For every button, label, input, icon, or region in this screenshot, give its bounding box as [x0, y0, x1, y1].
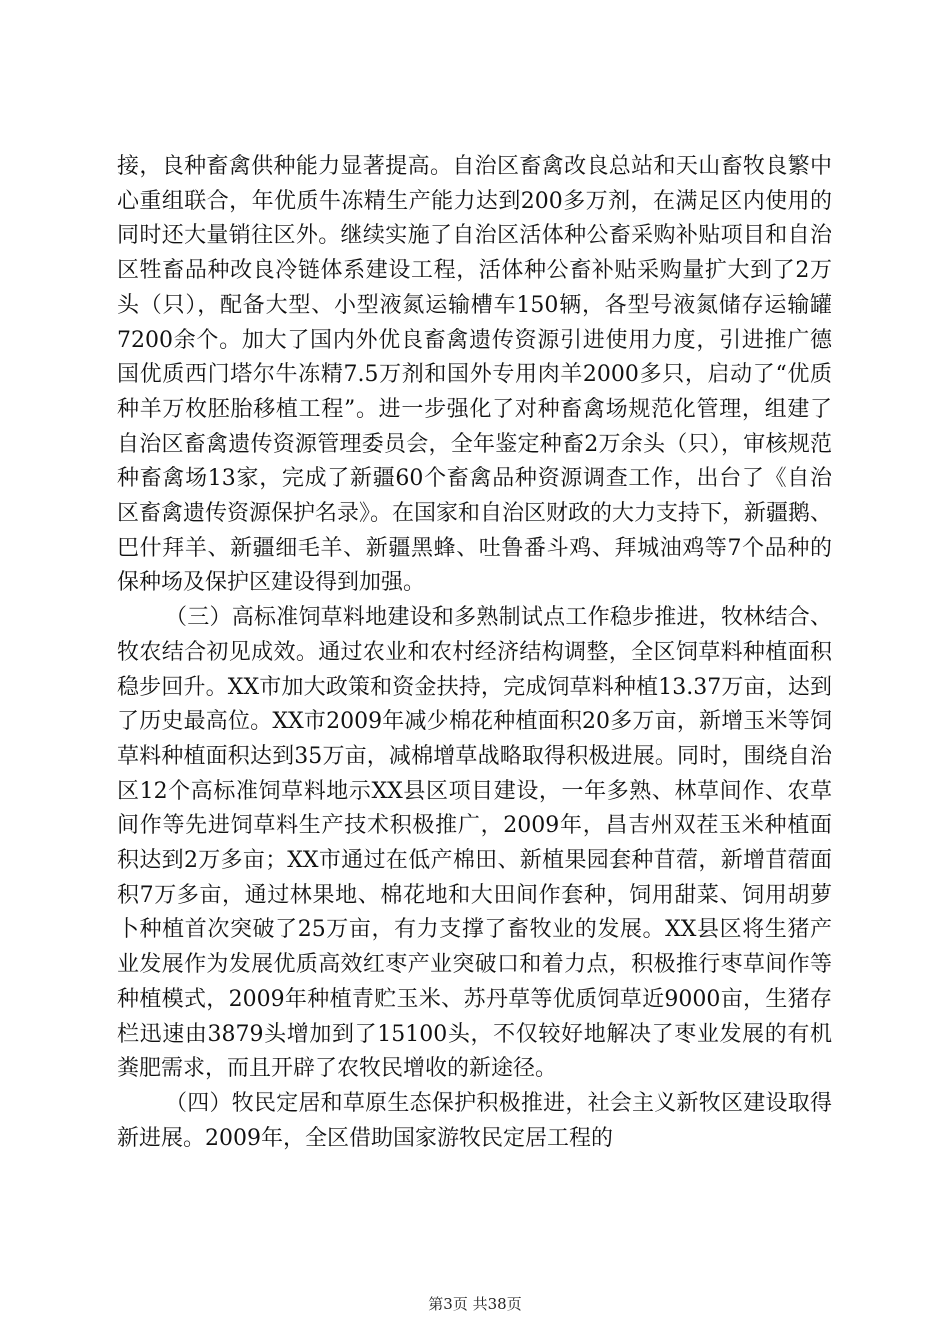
page-footer: 第3页 共38页	[428, 1295, 522, 1313]
paragraph-section-4: （四）牧民定居和草原生态保护积极推进，社会主义新牧区建设取得新进展。2009年，全区借助国家游牧民定居工程的	[117, 1090, 832, 1151]
paragraph-continuation: 接，良种畜禽供种能力显著提高。自治区畜禽改良总站和天山畜牧良繁中心重组联合，年优质牛冻精生产能力达到200多万剂，在满足区内使用的同时还大量销往区外。继续实施了自治区活体种公畜采购补贴项目和自治区牲畜品种改良冷链体系建设工程，活体种公畜补贴采购量扩大到了2万头（只），配备大型、小型液氮运输槽车150辆，各型号液氮储存运输罐7200余个。加大了国内外优良畜禽遗传资源引进使用力度，引进推广德国优质西门塔尔牛冻精7.5万剂和国外专用肉羊2000多只，启动了“优质种羊万枚胚胎移植工程”。进一步强化了对种畜禽场规范化管理，组建了自治区畜禽遗传资源管理委员会，全年鉴定种畜2万余头（只），审核规范种畜禽场13家，完成了新疆60个畜禽品种资源调查工作，出台了《自治区畜禽遗传资源保护名录》。在国家和自治区财政的大力支持下，新疆鹅、巴什拜羊、新疆细毛羊、新疆黑蜂、吐鲁番斗鸡、拜城油鸡等7个品种的保种场及保护区建设得到加强。	[117, 154, 833, 596]
document-body	[117, 150, 832, 1156]
paragraph-section-3: （三）高标准饲草料地建设和多熟制试点工作稳步推进，牧林结合、牧农结合初见成效。通过农业和农村经济结构调整，全区饲草料种植面积稳步回升。XX市加大政策和资金扶持，完成饲草料种植13.37万亩，达到了历史最高位。XX市2009年减少棉花种植面积20多万亩，新增玉米等饲草料种植面积达到35万亩，减棉增草战略取得积极进展。同时，围绕自治区12个高标准饲草料地示XX县区项目建设，一年多熟、林草间作、农草间作等先进饲草料生产技术积极推广，2009年，昌吉州双茬玉米种植面积达到2万多亩；XX市通过在低产棉田、新植果园套种苜蓿，新增苜蓿面积7万多亩，通过林果地、棉花地和大田间作套种，饲用甜菜、饲用胡萝卜种植首次突破了25万亩，有力支撑了畜牧业的发展。XX县区将生猪产业发展作为发展优质高效红枣产业突破口和着力点，积极推行枣草间作等种植模式，2009年种植青贮玉米、苏丹草等优质饲草近9000亩，生猪存栏迅速由3879头增加到了15100头，不仅较好地解决了枣业发展的有机粪肥需求，而且开辟了农牧民增收的新途径。	[117, 605, 832, 1082]
